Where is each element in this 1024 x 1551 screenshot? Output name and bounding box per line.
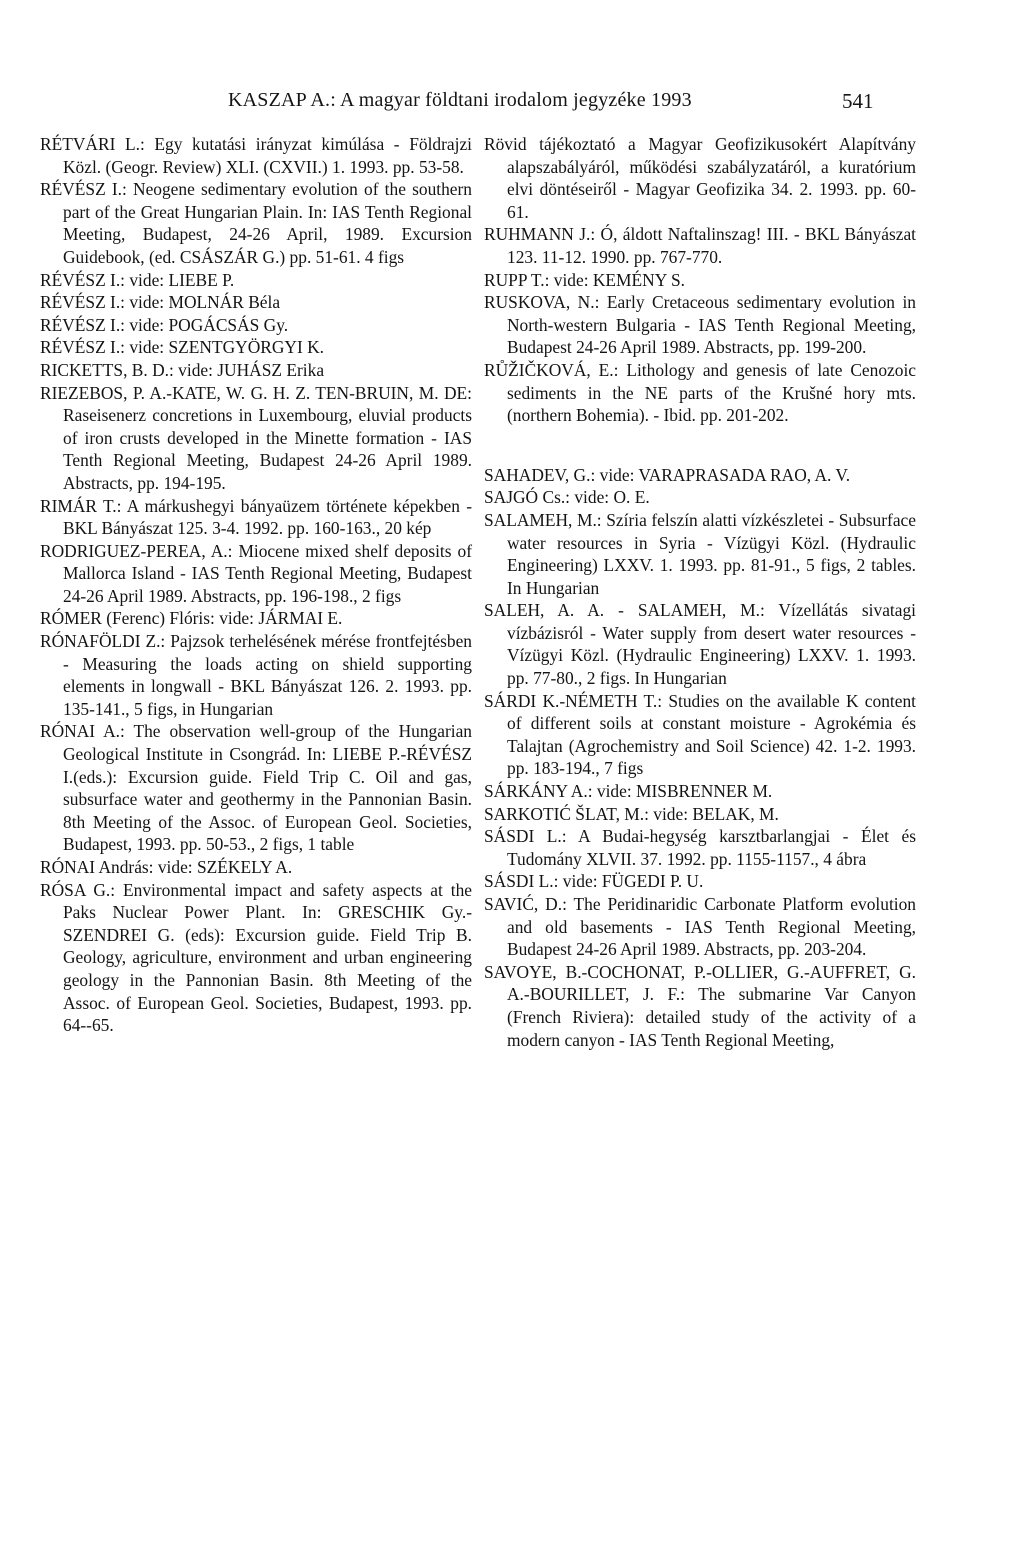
bibliography-entry: RUHMANN J.: Ó, áldott Naftalinszag! III. - BKL Bányászat 123. 11-12. 1990. pp. 767-770. bbox=[484, 224, 916, 267]
page-number: 541 bbox=[842, 89, 874, 113]
bibliography-entry: SALAMEH, M.: Szíria felszín alatti vízkészletei - Subsurface water resources in Syria - Vízügyi Közl. (Hydraulic Engineering) LXXV. 1. 1993. pp. 81-91., 5 figs, 2 tables. In Hungarian bbox=[484, 509, 916, 598]
bibliography-entry: SAVOYE, B.-COCHONAT, P.-OLLIER, G.-AUFFRET, G. A.-BOURILLET, J. F.: The submarine Var Canyon (French Riviera): detailed study of the activity of a modern canyon - IAS Tenth Regional Meeting, bbox=[484, 961, 916, 1050]
left-column bbox=[40, 133, 472, 1037]
bibliography-entry: RIMÁR T.: A márkushegyi bányaüzem története képekben - BKL Bányászat 125. 3-4. 1992. pp. 160-163., 20 kép bbox=[40, 495, 472, 539]
bibliography-entry: RÉVÉSZ I.: vide: MOLNÁR Béla bbox=[40, 292, 281, 313]
running-header: KASZAP A.: A magyar földtani irodalom jegyzéke 1993 bbox=[228, 89, 692, 111]
bibliography-entry: RÉVÉSZ I.: vide: SZENTGYÖRGYI K. bbox=[40, 337, 325, 358]
bibliography-entry: RUSKOVA, N.: Early Cretaceous sedimentary evolution in North-western Bulgaria - IAS Tenth Regional Meeting, Budapest 24-26 April 1989. Abstracts, pp. 199-200. bbox=[484, 292, 916, 358]
bibliography-entry: RŮŽIČKOVÁ, E.: Lithology and genesis of late Cenozoic sediments in the NE parts of the Krušné hory mts. (northern Bohemia). - Ibid. pp. 201-202. bbox=[484, 359, 916, 426]
bibliography-entry: RÉVÉSZ I.: vide: POGÁCSÁS Gy. bbox=[40, 314, 289, 335]
bibliography-entry: RÓNAI A.: The observation well-group of the Hungarian Geological Institute in Csongrád. In: LIEBE P.-RÉVÉSZ I.(eds.): Excursion guide. Field Trip C. Oil and gas, subsurface water and geothermy in the Pannonian Basin. 8th Meeting of the Assoc. of European Geol. Societies, Budapest, 1993. pp. 50-53., 2 figs, 1 table bbox=[40, 721, 472, 855]
bibliography-entry: RÓMER (Ferenc) Flóris: vide: JÁRMAI E. bbox=[40, 608, 343, 629]
bibliography-entry: SAHADEV, G.: vide: VARAPRASADA RAO, A. V. bbox=[484, 464, 851, 485]
bibliography-entry: RÓNAI András: vide: SZÉKELY A. bbox=[40, 857, 293, 877]
right-column bbox=[484, 133, 916, 1051]
bibliography-entry: SAJGÓ Cs.: vide: O. E. bbox=[484, 487, 650, 508]
bibliography-entry: RODRIGUEZ-PEREA, A.: Miocene mixed shelf deposits of Mallorca Island - IAS Tenth Regional Meeting, Budapest 24-26 April 1989. Abstracts, pp. 196-198., 2 figs bbox=[40, 540, 472, 606]
bibliography-entry: RÓSA G.: Environmental impact and safety aspects at the Paks Nuclear Power Plant. In: GRESCHIK Gy.-SZENDREI G. (eds): Excursion guide. Field Trip B. Geology, agriculture, environment and urban engineering geology in the Pannonian Basin. 8th Meeting of the Assoc. of European Geol. Societies, Budapest, 1993. pp. 64--65. bbox=[40, 879, 472, 1036]
bibliography-entry: SÁSDI L.: vide: FÜGEDI P. U. bbox=[484, 871, 704, 892]
bibliography-entry: SALEH, A. A. - SALAMEH, M.: Vízellátás sivatagi vízbázisról - Water supply from desert water resources - Vízügyi Közl. (Hydraulic Engineering) LXXV. 1. 1993. pp. 77-80., 2 figs. In Hungarian bbox=[484, 600, 916, 689]
bibliography-entry: SARKOTIĆ ŠLAT, M.: vide: BELAK, M. bbox=[484, 803, 779, 824]
bibliography-entry: SÁRKÁNY A.: vide: MISBRENNER M. bbox=[484, 781, 773, 802]
bibliography-entry: RICKETTS, B. D.: vide: JUHÁSZ Erika bbox=[40, 359, 325, 380]
bibliography-entry: RÉVÉSZ I.: Neogene sedimentary evolution of the southern part of the Great Hungarian Plain. In: IAS Tenth Regional Meeting, Budapest, 24-26 April, 1989. Excursion Guidebook, (ed. CSÁSZÁR G.) pp. 51-61. 4 figs bbox=[40, 179, 472, 267]
bibliography-entry: Rövid tájékoztató a Magyar Geofizikusokért Alapítvány alapszabályáról, működési szabályzatáról, a kuratórium elvi döntéseiről - Magyar Geofizika 34. 2. 1993. pp. 60-61. bbox=[484, 134, 916, 222]
bibliography-entry: RIEZEBOS, P. A.-KATE, W. G. H. Z. TEN-BRUIN, M. DE: Raseisenerz concretions in Luxembourg, eluvial products of iron crusts developed in the Minette formation - IAS Tenth Regional Meeting, Budapest 24-26 April 1989. Abstracts, pp. 194-195. bbox=[40, 382, 472, 493]
bibliography-entry: RUPP T.: vide: KEMÉNY S. bbox=[484, 269, 685, 290]
bibliography-entry: RÉVÉSZ I.: vide: LIEBE P. bbox=[40, 269, 235, 290]
bibliography-entry: RÉTVÁRI L.: Egy kutatási irányzat kimúlása - Földrajzi Közl. (Geogr. Review) XLI. (CXVII.) 1. 1993. pp. 53-58. bbox=[40, 134, 472, 177]
bibliography-entry: SÁSDI L.: A Budai-hegység karsztbarlangjai - Élet és Tudomány XLVII. 37. 1992. pp. 1155-1157., 4 ábra bbox=[484, 826, 916, 869]
bibliography-entry: SÁRDI K.-NÉMETH T.: Studies on the available K content of different soils at constant moisture - Agrokémia és Talajtan (Agrochemistry and Soil Science) 42. 1-2. 1993. pp. 183-194., 7 figs bbox=[484, 690, 916, 779]
bibliography-entry: SAVIĆ, D.: The Peridinaridic Carbonate Platform evolution and old basements - IAS Tenth Regional Meeting, Budapest 24-26 April 1989. Abstracts, pp. 203-204. bbox=[484, 894, 916, 960]
bibliography-entry: RÓNAFÖLDI Z.: Pajzsok terhelésének mérése frontfejtésben - Measuring the loads acting on shield supporting elements in longwall - BKL Bányászat 126. 2. 1993. pp. 135-141., 5 figs, in Hungarian bbox=[40, 631, 472, 719]
